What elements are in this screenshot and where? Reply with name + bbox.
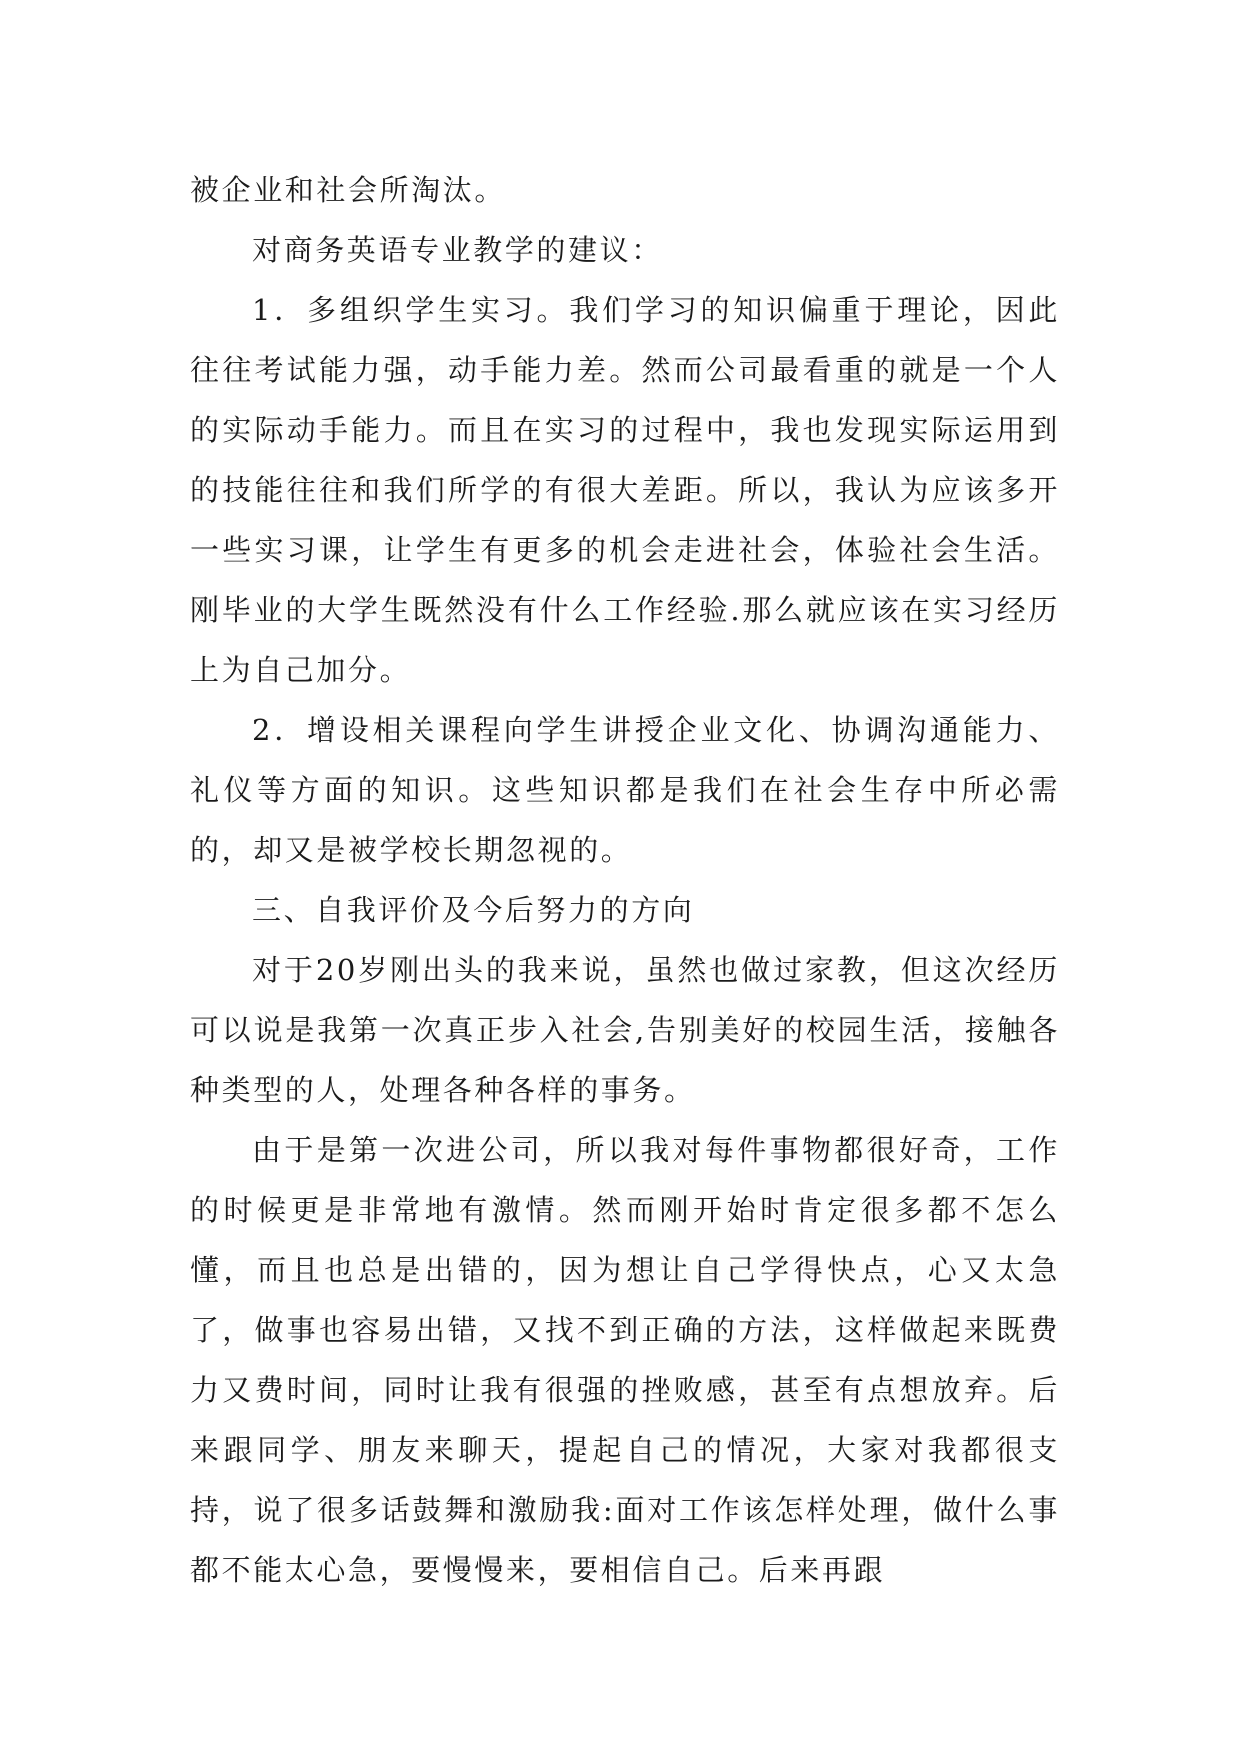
paragraph-suggestion-2: 2．增设相关课程向学生讲授企业文化、协调沟通能力、礼仪等方面的知识。这些知识都是我们在社会生存中所必需的，却又是被学校长期忽视的。 bbox=[190, 713, 1060, 867]
paragraph-suggestion-1: 1．多组织学生实习。我们学习的知识偏重于理论，因此往往考试能力强，动手能力差。然而公司最看重的就是一个人的实际动手能力。而且在实习的过程中，我也发现实际运用到的技能往往和我们所学的有很大差距。所以，我认为应该多开一些实习课，让学生有更多的机会走进社会，体验社会生活。刚毕业的大学生既然没有什么工作经验.那么就应该在实习经历上为自己加分。 bbox=[190, 293, 1060, 687]
document-body bbox=[190, 160, 1060, 1600]
paragraph-teaching-suggestions-heading: 对商务英语专业教学的建议： bbox=[252, 233, 663, 267]
paragraph-first-company-experience: 由于是第一次进公司，所以我对每件事物都很好奇，工作的时候更是非常地有激情。然而刚开始时肯定很多都不怎么懂，而且也总是出错的，因为想让自己学得快点，心又太急了，做事也容易出错，又找不到正确的方法，这样做起来既费力又费时间，同时让我有很强的挫败感，甚至有点想放弃。后来跟同学、朋友来聊天，提起自己的情况，大家对我都很支持，说了很多话鼓舞和激励我:面对工作该怎样处理，做什么事都不能太心急，要慢慢来，要相信自己。后来再跟 bbox=[190, 1133, 1060, 1587]
paragraph-continuation: 被企业和社会所淘汰。 bbox=[190, 173, 507, 207]
paragraph-self-evaluation-intro: 对于20岁刚出头的我来说，虽然也做过家教，但这次经历可以说是我第一次真正步入社会,告别美好的校园生活，接触各种类型的人，处理各种各样的事务。 bbox=[190, 953, 1060, 1107]
section-heading-self-evaluation: 三、自我评价及今后努力的方向 bbox=[252, 893, 695, 927]
